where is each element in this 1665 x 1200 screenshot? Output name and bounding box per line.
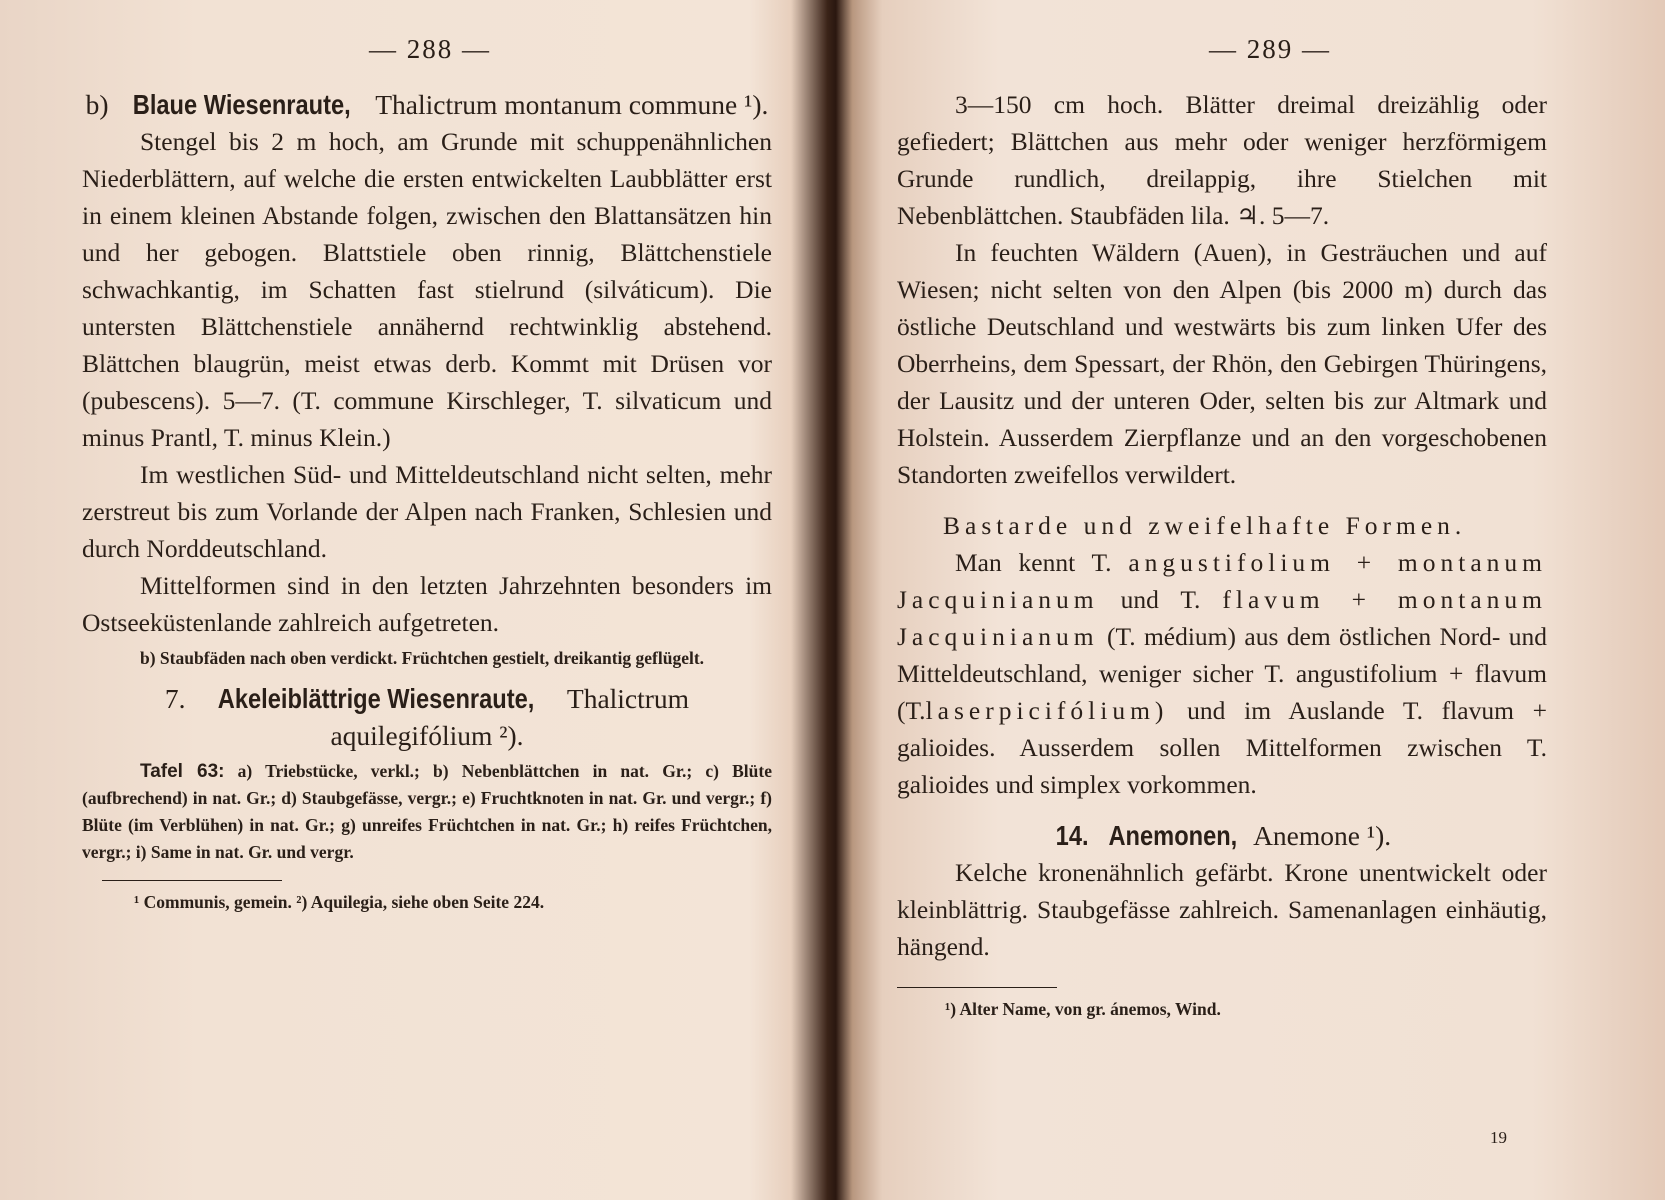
footnote-divider [897,987,1057,988]
description-paragraph: 3—150 cm hoch. Blätter dreimal dreizählig oder gefiedert; Blättchen aus mehr oder weniger herzförmigem Grunde rundlich, dreilappig, ihre Stielchen mit Nebenblättchen. Staubfäden lila. ♃. 5—7. [897,90,1547,230]
heading-name: Anemonen, [1108,820,1238,851]
heading-prefix: 7. [164,683,186,714]
hybrid-name: flavum + montanum Jacquinianum [897,585,1547,651]
hybrids-text: und T. [1120,585,1201,614]
right-page [840,0,1665,1200]
hybrids-text: (T. médium) aus dem östlichen Nord- und Mitteldeutschland, weniger sicher T. angustifolium + flavum (T. [897,622,1547,725]
figure-note [82,645,772,672]
plate-legend [82,758,772,866]
page-number: — 289 — [1209,34,1331,64]
left-page [0,0,830,1200]
description-paragraph: Stengel bis 2 m hoch, am Grunde mit schuppenähnlichen Niederblättern, auf welche die ersten entwickelten Laubblätter erst in einem kleinen Abstande folgen, zwischen den Blattansätzen hin und her gebogen. Blattstiele oben rinnig, Blättchenstiele schwachkantig, im Schatten fast stielrund (silváticum). Die untersten Blättchenstiele annähernd rechtwinklig abstehend. Blättchen blaugrün, meist etwas derb. Kommt mit Drüsen vor (pubescens). 5—7. (T. commune Kirschleger, T. silvaticum und minus Prantl, T. minus Klein.) [82,127,772,452]
intermediate-forms-paragraph: Mittelformen sind in den letzten Jahrzehnten besonders im Ostseeküstenlande zahlreich aufgetreten. [82,571,772,637]
heading-latin: Thalictrum aquilegifólium ²). [330,683,690,751]
footnote-divider [102,880,282,881]
heading-akeleiblaettrige-wiesenraute [82,680,772,754]
plate-legend-text: a) Triebstücke, verkl.; b) Nebenblättchen in nat. Gr.; c) Blüte (aufbrechend) in nat. Gr.; d) Staubgefässe, vergr.; e) Fruchtknoten in nat. Gr. und vergr.; f) Blüte (im Verblühen) in nat. Gr.; g) unreifes Früchtchen in nat. Gr.; h) reifes Früchtchen, vergr.; i) Same in nat. Gr. und vergr. [82,761,773,862]
right-text-column [897,86,1547,1022]
distribution-paragraph: In feuchten Wäldern (Auen), in Gesträuchen und auf Wiesen; nicht selten von den Alpen (bis 2000 m) durch das östliche Deutschland und westwärts bis zum linken Ufer des Oberrheins, dem Spessart, der Rhön, den Gebirgen Thüringens, der Lausitz und der unteren Oder, selten bis zur Altmark und Holstein. Ausserdem Zierpflanze und an den vorgeschobenen Standorten zweifellos verwildert. [897,238,1547,489]
hybrid-name: laserpicifólium) [925,696,1169,725]
left-text-column [82,86,772,915]
heading-latin: Thalictrum montanum commune ¹). [375,89,769,120]
heading-prefix: b) [85,89,109,120]
genus-description-paragraph: Kelche kronenähnlich gefärbt. Krone unentwickelt oder kleinblättrig. Staubgefässe zahlreich. Samenanlagen einhäutig, hängend. [897,858,1547,961]
signature-mark: 19 [1490,1128,1507,1147]
footnote: ¹ Communis, gemein. ²) Aquilegia, siehe oben Seite 224. [134,892,545,912]
section-title: Bastarde und zweifelhafte Formen. [943,511,1467,540]
footnote: ¹) Alter Name, von gr. ánemos, Wind. [945,999,1221,1019]
plate-label: Tafel 63: [140,761,225,782]
hybrid-name: angustifolium + montanum Jacquinianum [897,548,1547,614]
heading-prefix: 14. [1055,820,1089,851]
heading-name: Akeleiblättrige Wiesenraute, [218,683,535,714]
hybrids-text: Man kennt T. [955,548,1112,577]
heading-name: Blaue Wiesenraute, [133,89,352,120]
heading-latin: Anemone ¹). [1253,820,1392,851]
hybrids-paragraph [897,544,1547,803]
heading-blaue-wiesenraute [82,86,772,123]
distribution-paragraph: Im westlichen Süd- und Mitteldeutschland nicht selten, mehr zerstreut bis zum Vorlande der Alpen nach Franken, Schlesien und durch Norddeutschland. [82,460,772,563]
page-number: — 288 — [369,34,491,64]
heading-anemonen [897,817,1547,854]
figure-note-text: b) Staubfäden nach oben verdickt. Früchtchen gestielt, dreikantig geflügelt. [140,648,705,668]
hybrids-text: und im Auslande T. flavum + galioides. Ausserdem sollen Mittelformen zwischen T. galioides und simplex vorkommen. [897,696,1548,799]
